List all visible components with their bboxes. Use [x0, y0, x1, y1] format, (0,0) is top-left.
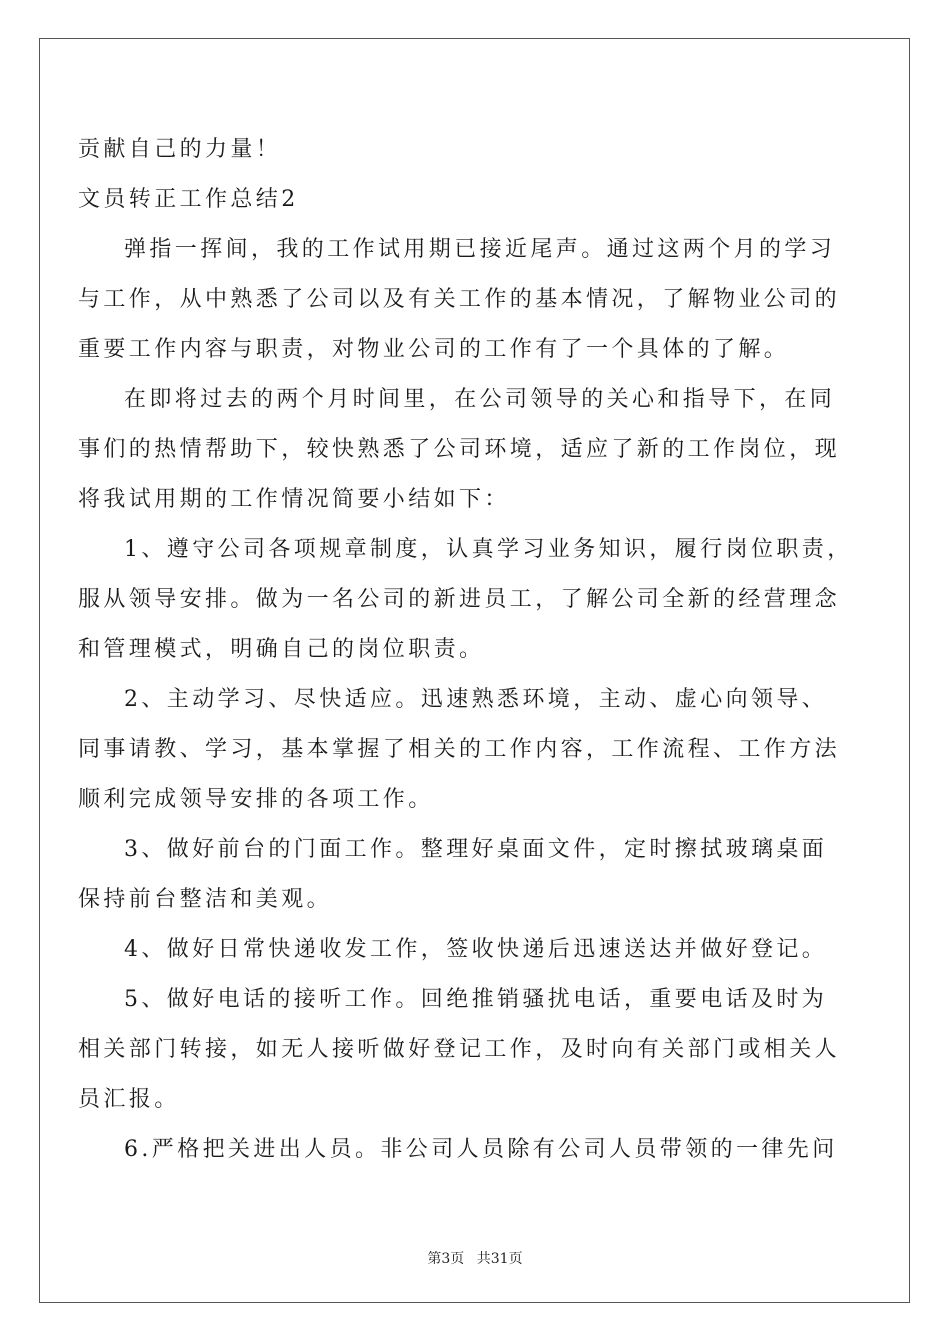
text-line: 与工作，从中熟悉了公司以及有关工作的基本情况，了解物业公司的: [78, 287, 841, 312]
text-line: 5、做好电话的接听工作。回绝推销骚扰电话，重要电话及时为: [124, 987, 828, 1012]
text-line: 4、做好日常快递收发工作，签收快递后迅速送达并做好登记。: [124, 937, 828, 962]
text-line: 服从领导安排。做为一名公司的新进员工，了解公司全新的经营理念: [78, 587, 841, 612]
page-total: 共31页: [476, 1251, 523, 1267]
text-line: 同事请教、学习，基本掌握了相关的工作内容，工作流程、工作方法: [78, 737, 841, 762]
text-line: 弹指一挥间，我的工作试用期已接近尾声。通过这两个月的学习: [124, 237, 836, 262]
text-line: 事们的热情帮助下，较快熟悉了公司环境，适应了新的工作岗位，现: [78, 437, 841, 462]
text-line: 3、做好前台的门面工作。整理好桌面文件，定时擦拭玻璃桌面: [124, 837, 828, 862]
text-line: 在即将过去的两个月时间里，在公司领导的关心和指导下，在同: [124, 387, 836, 412]
text-line: 员汇报。: [78, 1087, 180, 1112]
text-line: 贡献自己的力量！: [78, 137, 282, 162]
text-line: 相关部门转接，如无人接听做好登记工作，及时向有关部门或相关人: [78, 1037, 841, 1062]
text-line: 顺利完成领导安排的各项工作。: [78, 787, 434, 812]
text-line: 将我试用期的工作情况简要小结如下：: [78, 487, 510, 512]
page-footer: [0, 1250, 950, 1268]
text-line: 和管理模式，明确自己的岗位职责。: [78, 637, 485, 662]
section-heading: 文员转正工作总结2: [78, 187, 299, 212]
text-line: 2、主动学习、尽快适应。迅速熟悉环境，主动、虚心向领导、: [124, 687, 828, 712]
page-number: 第3页: [427, 1251, 465, 1267]
text-line: 1、遵守公司各项规章制度，认真学习业务知识，履行岗位职责，: [124, 537, 853, 562]
text-line: 保持前台整洁和美观。: [78, 887, 333, 912]
text-line: 重要工作内容与职责，对物业公司的工作有了一个具体的了解。: [78, 337, 790, 362]
text-line: 6.严格把关进出人员。非公司人员除有公司人员带领的一律先问: [124, 1137, 838, 1162]
